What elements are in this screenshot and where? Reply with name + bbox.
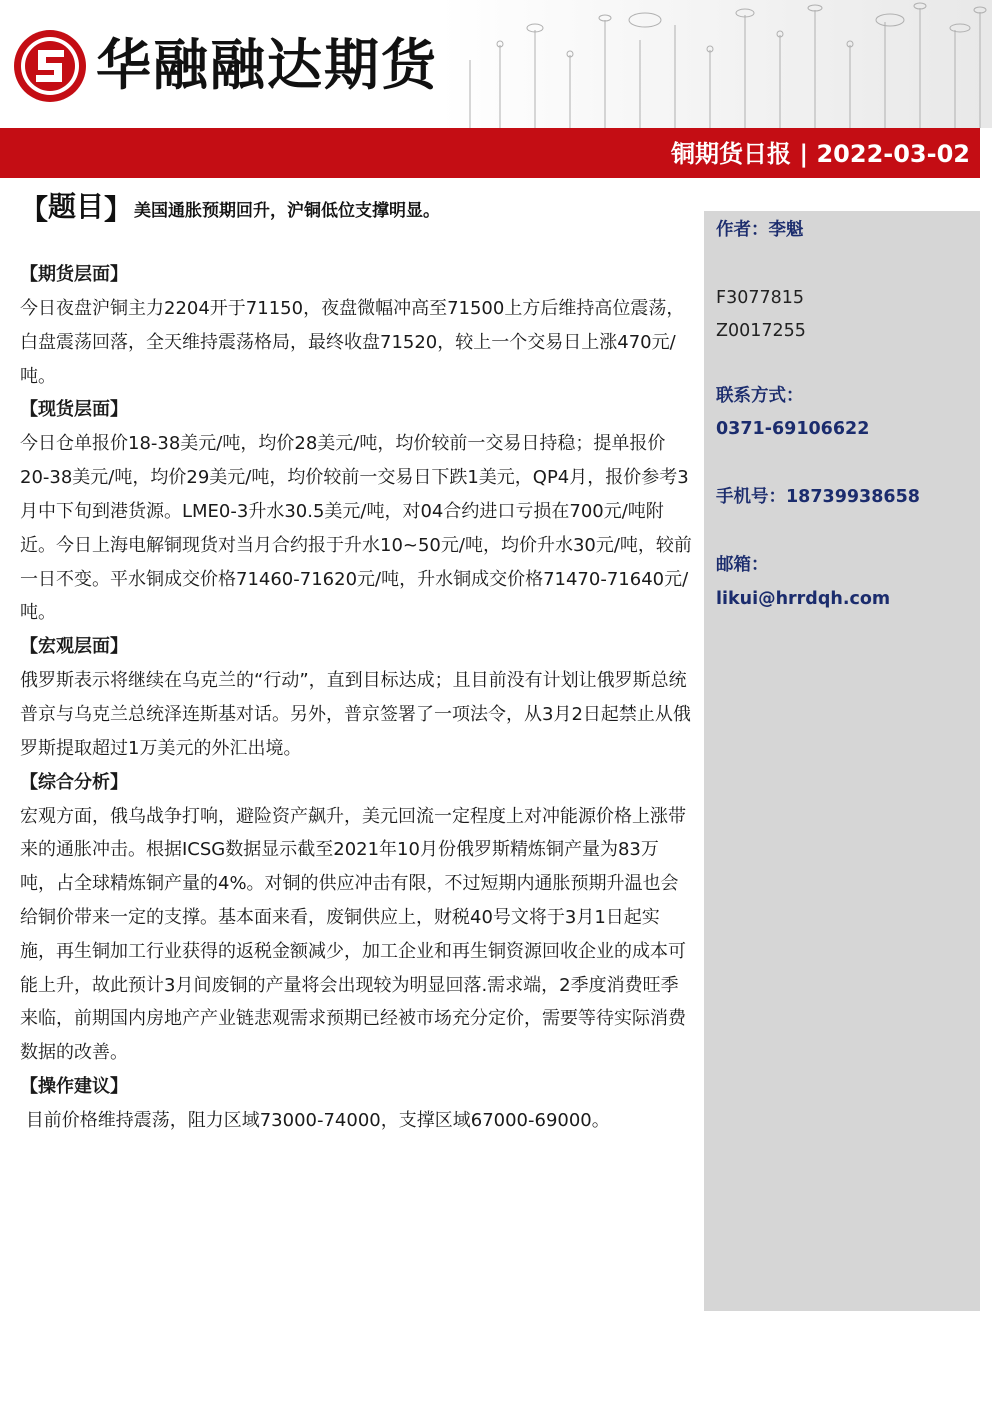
author-sidebar (704, 211, 980, 1311)
brand-name: 华融融达期货 (96, 33, 439, 97)
section-heading: 【宏观层面】 (20, 636, 128, 658)
company-logo-icon (12, 28, 88, 104)
license-number-1: F3077815 (716, 288, 805, 308)
section-futures (20, 258, 692, 393)
topic-label: 题目 (48, 190, 105, 223)
contact-label: 联系方式： (716, 386, 804, 406)
email-label: 邮箱： (716, 555, 769, 575)
section-body: 宏观方面，俄乌战争打响，避险资产飙升，美元回流一定程度上对冲能源价格上涨带来的通胀冲击。根据ICSG数据显示截至2021年10月份俄罗斯精炼铜产量为83万吨，占全球精炼铜产量的4%。对铜的供应冲击有限，不过短期内通胀预期升温也会给铜价带来一定的支撑。基本面来看，废铜供应上，财税40号文将于3月1日起实施，再生铜加工行业获得的返税金额减少，加工企业和再生铜资源回收企业的成本可能上升，故此预计3月间废铜的产量将会出现较为明显回落.需求端，2季度消费旺季来临，前期国内房地产产业链悲观需求预期已经被市场充分定价，需要等待实际消费数据的改善。 (20, 805, 686, 1064)
section-spot (20, 393, 692, 630)
page-header (0, 0, 992, 128)
section-advice (20, 1070, 692, 1138)
report-body (20, 188, 692, 1138)
email-address[interactable]: likui@hrrdqh.com (716, 589, 891, 609)
topic-bracket-open: 【 (20, 193, 49, 226)
section-heading: 【现货层面】 (20, 399, 128, 421)
topic-bracket-close: 】 (104, 193, 133, 226)
section-body: 俄罗斯表示将继续在乌克兰的“行动”，直到目标达成；且目前没有计划让俄罗斯总统普京与乌克兰总统泽连斯基对话。另外，普京签署了一项法令，从3月2日起禁止从俄罗斯提取超过1万美元的外汇出境。 (20, 670, 691, 759)
mobile-number: 手机号：18739938658 (716, 487, 920, 507)
section-body: 今日夜盘沪铜主力2204开于71150，夜盘微幅冲高至71500上方后维持高位震荡，白盘震荡回落，全天维持震荡格局，最终收盘71520，较上一个交易日上涨470元/吨。 (20, 298, 685, 387)
contact-phone: 0371-69106622 (716, 419, 870, 439)
decorative-graphic (440, 0, 992, 128)
section-analysis (20, 766, 692, 1070)
report-topic (20, 188, 692, 230)
license-number-2: Z0017255 (716, 321, 806, 341)
section-heading: 【综合分析】 (20, 771, 128, 793)
section-body: 目前价格维持震荡，阻力区域73000-74000，支撑区域67000-69000。 (20, 1109, 610, 1131)
author-name: 作者：李魁 (716, 220, 804, 240)
topic-text: 美国通胀预期回升，沪铜低位支撑明显。 (134, 201, 441, 221)
section-heading: 【期货层面】 (20, 264, 128, 285)
report-title: 铜期货日报 | 2022-03-02 (671, 140, 970, 168)
section-macro (20, 630, 692, 765)
section-body: 今日仓单报价18-38美元/吨，均价28美元/吨，均价较前一交易日持稳；提单报价20-38美元/吨，均价29美元/吨，均价较前一交易日下跌1美元，QP4月，报价参考3月中下旬到港货源。LME0-3升水30.5美元/吨，对04合约进口亏损在700元/吨附近。今日上海电解铜现货对当月合约报于升水10~50元/吨，均价升水30元/吨，较前一日不变。平水铜成交价格71460-71620元/吨，升水铜成交价格71470-71640元/吨。 (20, 433, 692, 624)
section-heading: 【操作建议】 (20, 1075, 128, 1097)
